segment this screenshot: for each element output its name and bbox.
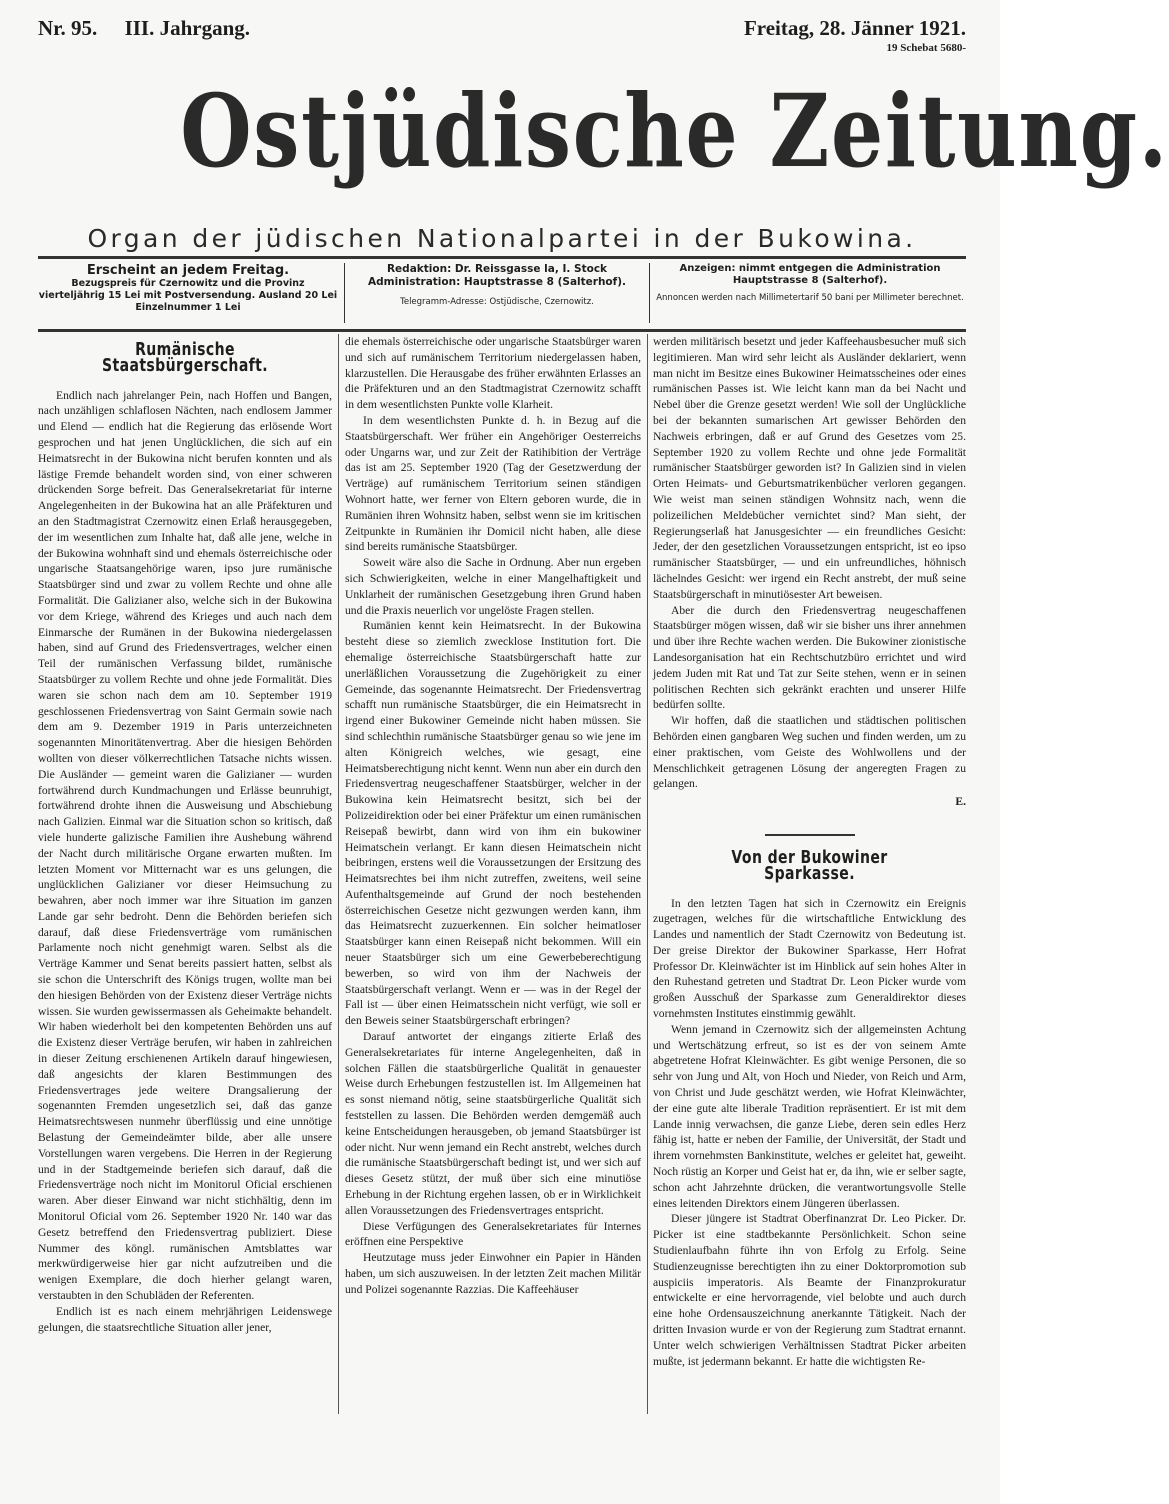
article-paragraph: Endlich ist es nach einem mehrjährigen Leidenswege gelungen, die staatsrechtliche Situation aller jener, <box>38 1304 332 1334</box>
price-line-1: Bezugspreis für Czernowitz und die Provinz <box>71 278 305 289</box>
administration-address: Administration: Hauptstrasse 8 (Salterhof). <box>367 276 626 288</box>
ads-tariff: Annoncen werden nach Millimetertarif 50 bani per Millimeter berechnet. <box>656 293 964 303</box>
article-title: Rumänische Staatsbürgerschaft. <box>101 339 269 376</box>
article-paragraph: In den letzten Tagen hat sich in Czernowitz ein Ereignis zugetragen, welches für die wirtschaftliche Entwicklung des Landes und namentlich der Stadt Czernowitz von Bedeutung ist. Der greise Direktor der Bukowiner Sparkasse, Herr Hofrat Professor Dr. Kleinwächter ist im Hinblick auf sein hohes Alter in den Ruhestand getreten und Stadtrat Dr. Leon Picker wurde vom großen Ausschuß der Sparkasse zum Generaldirektor dieses vornehmsten Institutes einstimmig gewählt. <box>653 896 966 1021</box>
article-separator <box>765 834 855 836</box>
article-paragraph: Wenn jemand in Czernowitz sich der allgemeinsten Achtung und Wertschätzung erfreut, so ist es der von seinem Amte abgetretene Hofrat Kleinwächter. Es gibt wenige Personen, die so sehr von Jung und Alt, von Hoch und Nieder, von Reich und Arm, von Christ und Jude geschätzt werden, wie Hofrat Kleinwächter, der eine gute alte liberale Tradition repräsentiert. Er ist mit dem Lande innig verwachsen, die ganze Liebe, deren sein edles Herz fähig ist, hatte er neben der Familie, der Universität, der Stadt und ihrem vornehmsten Bankinstitute, welches er geleitet hat, geweiht. Noch rüstig an Korper und Geist hat er, da ihn, wie er selber sagte, schon acht Jahrzehnte drücken, die verantwortungsvolle Stelle eines leitenden Direktors einem Jüngeren überlassen. <box>653 1022 966 1210</box>
publication-schedule: Erscheint an jedem Freitag. <box>86 263 290 278</box>
telegram-address: Telegramm-Adresse: Ostjüdische, Czernowitz. <box>400 297 594 307</box>
article-signature: E. <box>955 795 966 809</box>
issue-date: Freitag, 28. Jänner 1921. <box>743 16 966 40</box>
volume: III. Jahrgang. <box>124 16 251 40</box>
masthead-title: Ostjüdische Zeitung. <box>180 72 1169 190</box>
article-paragraph: Darauf antwortet der eingangs zitierte Erlaß des Generalsekretariates für interne Angelegenheiten, daß in solchen Fällen die staatsbürgerliche Qualität in genauester Weise durch Erhebungen festzustellen ist. Im Allgemeinen hat es sonst niemand nötig, seine staatsbürgerliche Qualität sich feststellen zu lassen. Die Behörden werden demgemäß auch keine Entscheidungen herausgeben, ob jemand Staatsbürger ist oder nicht. Nur wenn jemand ein Recht anstrebt, welches durch die rumänische Staatsbürgerschaft bedingt ist, und wer sich auf dieses Gesetz stützt, der muß über sich eine minutiöse Erhebung in der Richtung ergehen lassen, ob er in Wirklichkeit allen Voraussetzungen des Friedensvertrages entspricht. <box>345 1030 641 1217</box>
column-2 <box>345 334 641 1414</box>
article-paragraph: werden militärisch besetzt und jeder Kaffeehausbesucher muß sich legitimieren. Man wird sehr leicht als Ausländer deklariert, wenn man nicht im Besitze eines Bukowiner Heimatsscheines oder eines rumänischen Passes ist. Wie leicht kann man da bei Nacht und Nebel über die Grenze gesetzt werden! Wie soll der Unglückliche bei der bekannten sumarischen Art gewisser Behörden den Nachweis erbringen, daß er auf Grund des Gesetzes vom 25. September 1920 zu vollem Rechte und ohne jede Formalität rumänischer Staatsbürger geworden ist? In Galizien sind in vielen Orten Heimats- und Geburtsmatrikenbücher verloren gegangen. Wie weist man seinen ständigen Wohnsitz nach, wenn die polizeilichen Meldebücher vernichtet sind? Man sieht, der Regierungserlaß hat Janusgesichter — ein freundliches Gesicht: Jeder, der den gesetzlichen Voraussetzungen entspricht, ist eo ipso rumänischer Staatsbürger, — und ein unfreundliches, höhnisch lächelndes Gesicht: wer irgend ein Recht anstrebt, der muß seine Staatsbürgerschaft in minutiösester Art beweisen. <box>653 335 966 601</box>
column-3 <box>653 334 966 1414</box>
editorial-address: Redaktion: Dr. Reissgasse la, I. Stock <box>386 263 608 275</box>
info-bar <box>38 256 966 332</box>
article-title: Von der Bukowiner Sparkasse. <box>731 846 888 884</box>
ads-line-2: Hauptstrasse 8 (Salterhof). <box>732 275 888 286</box>
article-paragraph: Endlich nach jahrelanger Pein, nach Hoffen und Bangen, nach unzähligen schlaflosen Nächten, nach endlosem Jammer und Elend — endlich hat die Regierung das erlösende Wort gesprochen und hat jenen Unglücklichen, die sich auf ein Heimatsrecht in der Bukowina nicht berufen konnten und als lästige Fremde behandelt worden sind, von einer schweren drückenden Sorge befreit. Das Generalsekretariat für interne Angelegenheiten in der Bukowina hat an alle Präfekturen und an den Stadtmagistrat Czernowitz einen Erlaß herausgegeben, der im wesentlichen zum Inhalte hat, daß alle jene, welche in der Bukowina wohnhaft sind und ehemals österreichische oder ungarische Staatsangehörige waren, ipso jure rumänische Staatsbürger sind und zwar zu vollem Rechte und ohne alle Formalität. Die Galizianer also, welche sich in der Bukowina vor dem Kriege, während des Krieges und auch nach dem Einmarsche der Rumänen in der Bukowina niedergelassen haben, sind auf Grund des Friedensvertrages, welcher einen Teil der rumänischen Verfassung bildet, rumänische Staatsbürger zu vollem Rechte und ohne jede Formalität. Dies waren sie schon nach dem am 10. September 1919 geschlossenen Friedensvertrag von Saint Germain sowie nach dem am 9. Dezember 1919 in Paris unterzeichneten sogenannten Minoritätenvertrag. Aber die hiesigen Behörden wollten von dieser völkerrechtlichen Tatsache nichts wissen. Die Ausländer — gemeint waren die Galizianer — wurden fortwährend durch Kundmachungen und Erlässe beunruhigt, fortwährend drohte ihnen die Ausweisung und Abschiebung nach Galizien. Einmal war die Situation schon so kritisch, daß viele hunderte galizische Familien ihre Aushebung während der Nacht durch militärische Organe erwarten mußten. Im letzten Moment vor Mitternacht war es uns gelungen, die unglücklichen Galizianer vor dieser Heimsuchung zu bewahren, aber noch immer war ihre Situation im ganzen Lande gar sehr bedroht. Denn die Behörden beriefen sich darauf, daß diese Friedensverträge vom rumänischen Parlamente noch nicht genehmigt waren. Selbst als die Verträge Kammer und Senat bereits passiert hatten, selbst als sie schon die Unterschrift des Königs trugen, wollte man bei den hiesigen Behörden von der Existenz dieser Verträge nichts wissen. Sie wurden gewissermassen als Geheimakte behandelt. Wir haben wiederholt bei den kompetenten Behörden uns auf die Existenz dieser Verträge berufen, wir haben in zahlreichen in dieser Zeitung erschienenen Artikeln darauf hingewiesen, daß angesichts der klaren Bestimmungen des Friedensvertrages jede weitere Drangsalierung der sogenannten Fremden ungesetzlich sei, daß das ganze Heimatsrechtswesen nunmehr überflüssig und eine unnötige Belastung der Gemeindeämter bilde, aber alle unsere Vorstellungen waren vergebens. Die Herren in der Regierung und in der Stadtgemeinde beriefen sich darauf, daß die Friedensverträge noch nicht im Monitorul Oficial erschienen waren. Aber dieser Einwand war nicht stichhältig, denn im Monitorul Oficial vom 26. September 1920 Nr. 140 war das Gesetz betreffend den Friedensvertrag publiziert. Diese Nummer des köngl. rumänischen Amtsblattes war merkwürdigerweise hier gar nicht aufzutreiben und die wenigen Exemplare, die doch hierher gelangt waren, verstaubten in den Schubläden der Referenten. <box>38 388 332 1303</box>
header-line <box>38 16 966 52</box>
article-paragraph: In dem wesentlichsten Punkte d. h. in Bezug auf die Staatsbürgerschaft. Wer früher ein Angehöriger Oesterreichs oder Ungarns war, und zur Zeit der Ratihibition der Verträge das ist am 25. September 1920 (Tag der Gesetzwerdung der Verträge) auf rumänischem Territorium seinen ständigen Wohnort hatte, wer ferner von Eltern geboren wurde, die in Rumänien ihren Wohnsitz haben, selbst wenn sie im kritischen Zeitpunkte in Rumänien ihr Domicil nicht haben, alle diese sind bereits rumänische Staatsbürger. <box>345 413 641 554</box>
price-line-2: vierteljährig 15 Lei mit Postversendung. Ausland 20 Lei <box>38 290 338 301</box>
hebrew-date: 19 Schebat 5680- <box>886 42 966 54</box>
article-paragraph: Rumänien kennt kein Heimatsrecht. In der Bukowina besteht diese so ziemlich zwecklose Institution fort. Die ehemalige österreichische Staatsbürgerschaft hatte zur unerläßlichen Voraussetzung die Zugehörigkeit zu einer Gemeinde, das sogenannte Heimatsrecht. Der Friedensvertrag schafft nun rumänische Staatsbürger, die ein Heimatsrecht in irgend einer Bukowiner Gemeinde nicht haben müssen. Sie sind schlechthin rumänische Staatsbürger genau so wie jene im alten Königreich welches, wie gesagt, eine Heimatsberechtigung nicht kennt. Wenn nun aber ein durch den Friedensvertrag neugeschaffener Staatsbürger, welcher in der Bukowina kein Heimatsrecht besitzt, sich bei der Polizeidirektion oder bei einer Präfektur um einen rumänischen Reisepaß bewirbt, dann wird von ihm ein bukowiner Heimatschein verlangt. Er kann diesen Heimatschein nicht beibringen, erstens weil die Voraussetzungen der Ersitzung des Heimatsrechtes bei ihm nicht zutreffen, zweitens, weil seine Aufenthaltsgemeinde auf Grund der noch bestehenden österreichischen Gesetze nicht gezwungen werden kann, ihm das Heimatsrecht zuzuerkennen. Ein solcher heimatloser Staatsbürger kann einen Reisepaß nicht bekommen. Will ein neuer Staatsbürger sich um eine Gewerbeberechtigung bewerben, so wird von ihm der Nachweis der Staatsbürgerschaft verlangt. Wenn er — was in der Regel der Fall ist — über einen Heimatsschein nicht verfügt, wie soll er den Beweis seiner Staatsbürgerschaft erbringen? <box>345 619 641 1028</box>
price-line-3: Einzelnummer 1 Lei <box>135 302 241 313</box>
article-paragraph: Diese Verfügungen des Generalsekretariates für Internes eröffnen eine Perspektive <box>345 1219 641 1249</box>
article-paragraph: Heutzutage muss jeder Einwohner ein Papier in Händen haben, um sich auszuweisen. In der letzten Zeit machen Militär und Polizei sogenannte Razzias. Die Kaffeehäuser <box>345 1251 641 1296</box>
advertising-box <box>654 263 966 323</box>
column-divider <box>338 334 339 1414</box>
article-paragraph: Dieser jüngere ist Stadtrat Oberfinanzrat Dr. Leo Picker. Dr. Picker ist eine stadtbekannte Persönlichkeit. Schon seine Studienlaufbahn führte ihn von Erfolg zu Erfolg. Seine Studienzeugnisse berechtigten ihn zu einer Doktorpromotion sub auspiciis imperatoris. Als Beamte der Finanzprokuratur entwickelte er eine hervorragende, viel belobte und auch durch eine hohe Ordensauszeichnung anerkannte Tätigkeit. Nach der dritten Invasion wurde er von der Regierung zum Stadtrat ernannt. Unter welch schwierigen Verhältnissen Stadtrat Picker arbeiten mußte, ist jedermann bekannt. Er hatte die wichtigsten Re- <box>653 1212 966 1368</box>
ads-line-1: Anzeigen: nimmt entgegen die Administration <box>679 263 941 274</box>
column-divider <box>647 334 648 1414</box>
editorial-box <box>344 263 650 323</box>
article-paragraph: Aber die durch den Friedensvertrag neugeschaffenen Staatsbürger mögen wissen, daß wir sie bisher uns ihrer annehmen und über ihre Rechte wachen werden. Die Bukowiner zionistische Landesorganisation hat ein Rechtschutzbüro errichtet und wird jedem Juden mit Rat und Tat zur Seite stehen, wenn er in seinen politischen Rechten sich gekränkt erachten und unserer Hilfe bedürfen sollte. <box>653 603 966 712</box>
masthead-subtitle: Organ der jüdischen Nationalpartei in der Bukowina. <box>87 224 917 253</box>
subscription-box <box>38 263 338 323</box>
issue-number: Nr. 95. <box>38 16 98 40</box>
article-paragraph: Wir hoffen, daß die staatlichen und städtischen politischen Behörden einen gangbaren Weg suchen und finden werden, um zu einer praktischen, vom Geiste des Wohlwollens und der Menschlichkeit getragenen Lösung der angeregten Fragen zu gelangen. <box>653 714 966 791</box>
column-1 <box>38 334 332 1414</box>
article-paragraph: die ehemals österreichische oder ungarische Staatsbürger waren und sich auf rumänischem Territorium niedergelassen haben, klarzustellen. Die Herausgabe des früher erwähnten Erlasses an die Präfekturen und an den Stadtmagistrat Czernowitz schafft in dem wesentlichsten Punkte volle Klarheit. <box>345 335 641 412</box>
article-paragraph: Soweit wäre also die Sache in Ordnung. Aber nun ergeben sich Schwierigkeiten, welche in einer Mangelhaftigkeit und Unklarheit der rumänischen Gesetzgebung ihren Grund haben und die Praxis neuerlich vor ungelöste Fragen stellen. <box>345 556 641 617</box>
